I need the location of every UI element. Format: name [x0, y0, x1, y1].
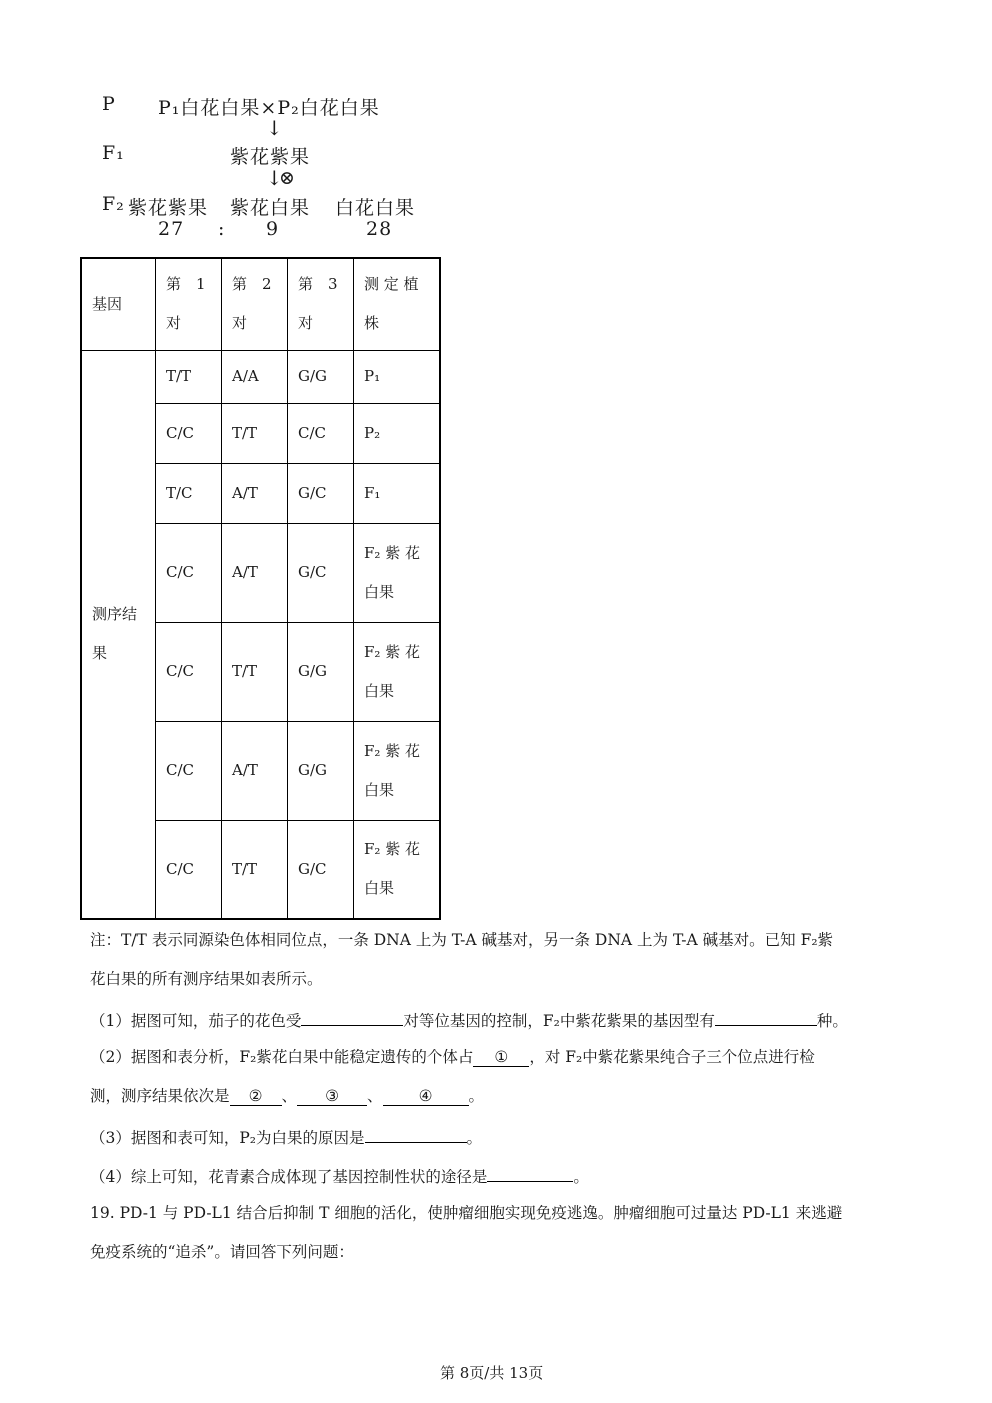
question-text: 。 — [468, 1087, 485, 1105]
table-cell: G/C — [288, 820, 354, 919]
table-cell: G/G — [288, 721, 354, 820]
table-cell: F₂ 紫 花 白果 — [354, 820, 441, 919]
table-cell: C/C — [156, 820, 222, 919]
question-text: 。 — [466, 1129, 483, 1147]
table-cell: A/T — [222, 523, 288, 622]
table-cell: T/T — [222, 622, 288, 721]
table-cell: A/T — [222, 721, 288, 820]
answer-blank[interactable]: ① — [473, 1048, 529, 1067]
separator: 、 — [367, 1087, 383, 1105]
separator: 、 — [281, 1087, 298, 1105]
table-note: 注：T/T 表示同源染色体相同位点，一条 DNA 上为 T-A 碱基对，另一条 DNA 上为 T-A 碱基对。已知 F₂紫 — [90, 931, 834, 949]
generation-f2-label: F₂ — [102, 193, 125, 215]
parent-cross: P₁白花白果×P₂白花白果 — [158, 97, 380, 119]
answer-blank[interactable] — [365, 1124, 467, 1143]
sequencing-table — [80, 257, 441, 920]
question-2 — [90, 1046, 815, 1068]
answer-blank[interactable]: ② — [230, 1087, 282, 1106]
answer-blank[interactable]: ④ — [383, 1087, 469, 1106]
f2-phenotype: 白花白果 — [335, 197, 416, 219]
question-text: （3）据图和表可知，P₂为白果的原因是 — [90, 1129, 365, 1147]
header-cell: 第 3 对 — [288, 258, 354, 350]
table-cell: T/T — [156, 350, 222, 403]
table-cell: C/C — [156, 403, 222, 463]
question-text: （2）据图和表分析，F₂紫花白果中能稳定遗传的个体占 — [90, 1048, 474, 1066]
table-cell: P₁ — [354, 350, 441, 403]
table-cell: P₂ — [354, 403, 441, 463]
answer-blank[interactable] — [487, 1163, 573, 1182]
table-header-row — [81, 258, 440, 350]
table-cell: C/C — [156, 622, 222, 721]
ratio-value: 28 — [366, 218, 393, 240]
down-arrow-icon: ↓ — [266, 116, 283, 140]
question-19: 免疫系统的“追杀”。请回答下列问题： — [90, 1243, 354, 1261]
ratio-value: 9 — [266, 218, 280, 240]
table-cell: T/C — [156, 463, 222, 523]
row-group-label: 测序结果 — [81, 350, 156, 919]
page-number: 第 8页/共 13页 — [440, 1364, 544, 1382]
question-text: 对等位基因的控制，F₂中紫花紫果的基因型有 — [403, 1012, 715, 1030]
generation-f1-label: F₁ — [102, 142, 125, 164]
question-text: 。 — [573, 1168, 589, 1186]
question-3 — [90, 1124, 482, 1149]
question-2-continued — [90, 1085, 484, 1107]
question-text: （4）综上可知，花青素合成体现了基因控制性状的途径是 — [90, 1168, 488, 1186]
ratio-value: 27 — [158, 218, 185, 240]
table-row — [81, 350, 440, 403]
header-cell: 第 2 对 — [222, 258, 288, 350]
table-cell: F₂ 紫 花 白果 — [354, 622, 441, 721]
generation-p-label: P — [102, 93, 116, 115]
f2-phenotype: 紫花白果 — [230, 197, 311, 219]
question-text: （1）据图可知，茄子的花色受 — [90, 1012, 302, 1030]
table-cell: G/C — [288, 523, 354, 622]
table-cell: F₂ 紫 花 白果 — [354, 721, 441, 820]
table-cell: G/G — [288, 622, 354, 721]
table-cell: F₂ 紫 花 白果 — [354, 523, 441, 622]
header-cell: 测 定 植 株 — [354, 258, 441, 350]
header-cell: 基因 — [81, 258, 156, 350]
question-text: ，对 F₂中紫花紫果纯合子三个位点进行检 — [529, 1048, 815, 1066]
table-cell: C/C — [156, 721, 222, 820]
question-4 — [90, 1163, 589, 1188]
f1-phenotype: 紫花紫果 — [230, 146, 311, 168]
question-19: 19. PD-1 与 PD-L1 结合后抑制 T 细胞的活化，使肿瘤细胞实现免疫逃逸。肿瘤细胞可过量达 PD-L1 来逃避 — [90, 1204, 843, 1222]
table-cell: A/A — [222, 350, 288, 403]
table-note: 花白果的所有测序结果如表所示。 — [90, 970, 323, 988]
table-cell: C/C — [156, 523, 222, 622]
answer-blank[interactable] — [301, 1007, 403, 1026]
table-cell: G/C — [288, 463, 354, 523]
header-cell: 第 1 对 — [156, 258, 222, 350]
ratio-separator: : — [218, 218, 226, 240]
table-cell: A/T — [222, 463, 288, 523]
self-cross-symbol: ⊗ — [279, 167, 296, 189]
self-cross-arrow-icon: ↓ — [266, 166, 283, 190]
table-cell: F₁ — [354, 463, 441, 523]
table-cell: T/T — [222, 403, 288, 463]
f2-phenotype: 紫花紫果 — [128, 197, 209, 219]
question-text: 测，测序结果依次是 — [90, 1087, 230, 1105]
answer-blank[interactable] — [715, 1007, 817, 1026]
table-cell: T/T — [222, 820, 288, 919]
table-cell: C/C — [288, 403, 354, 463]
question-1 — [90, 1007, 848, 1032]
answer-blank[interactable]: ③ — [297, 1087, 367, 1106]
question-text: 种。 — [816, 1012, 848, 1030]
table-cell: G/G — [288, 350, 354, 403]
